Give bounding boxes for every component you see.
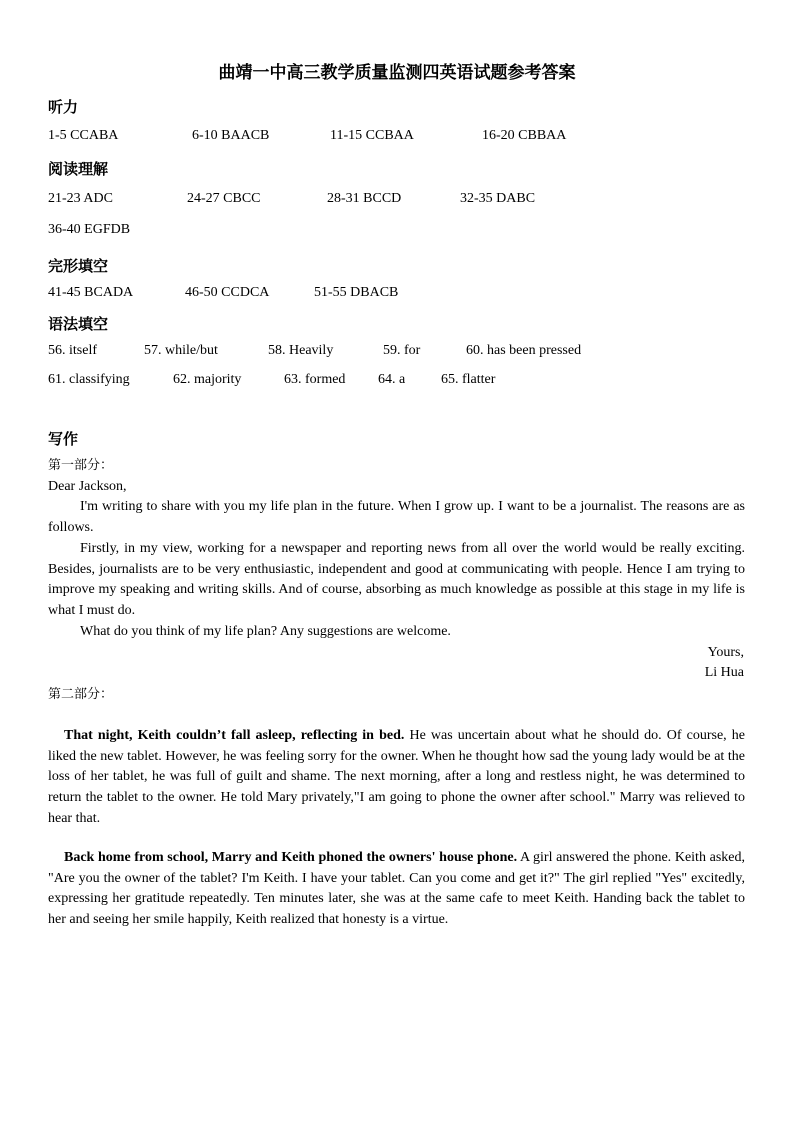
answer-item: 65. flatter: [441, 372, 496, 387]
letter-closing: Yours,: [707, 645, 744, 660]
continuation-paragraph-2: [48, 848, 745, 931]
answer-group: 1-5 CCABA: [48, 128, 119, 143]
answer-item: 58. Heavily: [268, 343, 334, 358]
answer-item: 63. formed: [284, 372, 346, 387]
grammar-answers-row-2: [0, 372, 794, 392]
paragraph-body: A girl answered the phone. Keith asked, "Are you the owner of the tablet? I'm Keith. I have your tablet. Can you come and get it?" The girl replied "Yes" excitedly, expressing her gratitude repeatedly. Ten minutes later, she was at the same cafe to meet Keith. Handing back the tablet to her and seeing her smile happily, Keith realized that honesty is a virtue.: [48, 850, 745, 928]
letter-greeting: Dear Jackson,: [48, 478, 127, 494]
letter-paragraph: What do you think of my life plan? Any suggestions are welcome.: [80, 623, 451, 639]
answer-group: 11-15 CCBAA: [330, 128, 414, 143]
paragraph-lead-sentence: That night, Keith couldn’t fall asleep, reflecting in bed.: [64, 728, 405, 743]
letter-signature: Li Hua: [704, 665, 744, 680]
answer-item: 62. majority: [173, 372, 242, 387]
cloze-heading: 完形填空: [48, 257, 109, 275]
writing-heading: 写作: [48, 430, 79, 448]
answer-item: 61. classifying: [48, 372, 130, 387]
reading-answers-row-1: [0, 191, 794, 211]
grammar-heading: 语法填空: [48, 315, 109, 333]
part-1-label: 第一部分：: [48, 458, 114, 473]
answer-item: 56. itself: [48, 343, 97, 358]
answer-group: 28-31 BCCD: [327, 191, 402, 206]
answer-group: 41-45 BCADA: [48, 285, 134, 300]
part-2-label: 第二部分：: [48, 687, 114, 702]
answer-item: 60. has been pressed: [466, 343, 582, 358]
answer-group: 32-35 DABC: [460, 191, 536, 206]
letter-paragraph: Firstly, in my view, working for a newspaper and reporting news from all over the world would be really exciting. Besides, journalists are to be very enthusiastic, independent and good at communicating with people. Hence I am trying to improve my speaking and writing skills. And of course, absorbing as much knowledge as possible at this stage in my life is what I must do.: [48, 540, 745, 618]
answer-item: 64. a: [378, 372, 406, 387]
answer-group: 16-20 CBBAA: [482, 128, 567, 143]
paragraph-body: He was uncertain about what he should do. Of course, he liked the new tablet. However, he was feeling sorry for the owner. When he thought how sad the young lady would be at the loss of her tablet, he was full of guilt and shame. The next morning, after a long and restless night, he was determined to return the tablet to the owner. He told Mary privately,"I am going to phone the owner after school." Marry was relieved to hear that.: [48, 728, 745, 826]
answer-group: 24-27 CBCC: [187, 191, 261, 206]
answer-group: 51-55 DBACB: [314, 285, 399, 300]
answer-group: 6-10 BAACB: [192, 128, 270, 143]
continuation-paragraph-1: [48, 726, 745, 830]
listening-heading: 听力: [48, 98, 79, 116]
paragraph-lead-sentence: Back home from school, Marry and Keith phoned the owners' house phone.: [64, 850, 518, 865]
cloze-answers-row: [0, 285, 794, 305]
answer-item: 57. while/but: [144, 343, 218, 358]
reading-heading: 阅读理解: [48, 160, 109, 178]
letter-paragraph: I'm writing to share with you my life plan in the future. When I grow up. I want to be a journalist. The reasons are as follows.: [48, 499, 745, 536]
writing-part-1: [48, 456, 745, 642]
listening-answers-row: [0, 128, 794, 148]
page-title: 曲靖一中高三教学质量监测四英语试题参考答案: [218, 63, 576, 83]
reading-answers-row-2: [0, 222, 794, 242]
grammar-answers-row-1: [0, 343, 794, 363]
answer-item: 59. for: [383, 343, 421, 358]
answer-group: 21-23 ADC: [48, 191, 113, 206]
answer-group: 46-50 CCDCA: [185, 285, 270, 300]
answer-group: 36-40 EGFDB: [48, 222, 131, 237]
